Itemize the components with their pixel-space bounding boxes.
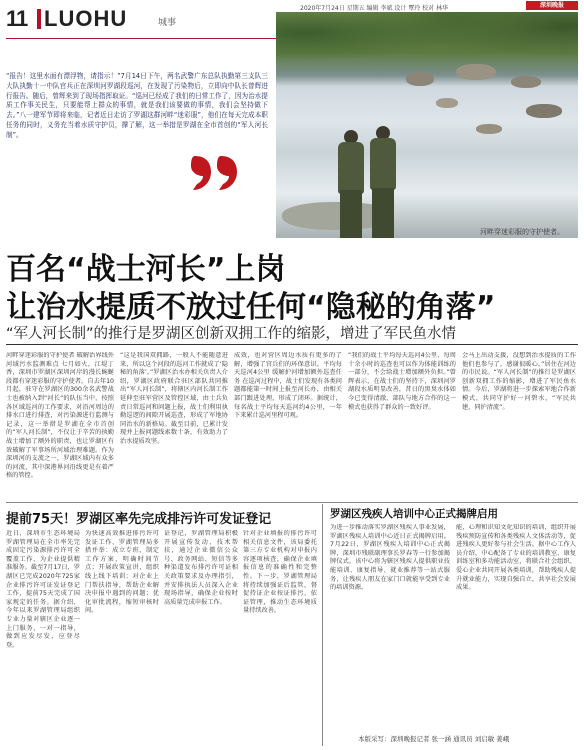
section-divider-bar <box>37 9 41 29</box>
river-rock <box>406 72 434 86</box>
story1-column-1: 河畔穿迷彩服的守护使者 破解治界线外河域污水监测难点 七月如火，江堤丁香，深圳市罗湖区深圳河岸的漫长蜿蜒段都有穿迷彩服的守护使者。自去年10月起，驻守在罗湖区的300余名武警战士也被纳入到“河长”的队伍当中，按照各区域巡河的工作要求，对沿河周边的排水口进行排查，对污染源进行监测与记录，这一举措是罗湖在全市首创的“军人河长制”，不仅让于辛苦的执勤战士增加了额外的职责，也让罗湖区有效破解了军事场所河域治理难题。作为深圳河的支流之一，罗湖区域内有众多的河流，其中深港界河沿线更是有着严格的管控。 <box>6 352 114 480</box>
quote-mark-icon <box>189 152 244 192</box>
story2-column-1: 近日，深圳市生态环境局罗湖管理局在全市率先完成固定污染源排污许可全覆盖工作，为企业提供精准服务。截至7月17日，罗湖区已完成2020年725家企业排污许可证发证登记工作，提前75天完成了国家规定的任务。据介绍，今年以来罗湖管理局组织专业力量对辖区企业逐一上门服务、一对一指导，做到应发尽发、应登尽登。 <box>6 530 80 649</box>
headline-deck: “军人河长制”的推行是罗湖区创新双拥工作的缩影，增进了军民鱼水情 <box>6 326 457 342</box>
main-headline-line1: 百名“战士河长”上岗 <box>6 252 286 287</box>
story-divider <box>6 502 578 503</box>
header-rule <box>6 38 276 39</box>
story1-column-5: 会马上出动支援，没想到治水提质的工作他们也参与了，感谢很暖心。”居住在河边的市民说。“军人河长制”的推行是罗湖区创新双拥工作的缩影，增进了军民鱼水情。今后，罗湖将进一步探索军地合作新模式，共同守护好一河碧水，“军民共建，同护清流”。 <box>462 352 576 411</box>
main-headline-line2: 让治水提质不放过任何“隐秘的角落” <box>6 290 496 325</box>
river-rock <box>511 76 541 88</box>
story2-column-4: 针对企业填报的排污许可相关信息文件，该局委托第三方专业机构对申报内容逐项核查，确保企业填报信息的准确性和完整性。下一步，罗湖管理局将持续加强证后监管，督促持证企业按证排污、依证管理，推动生态环境质量持续改善。 <box>243 530 317 615</box>
newspaper-logo: 深圳晚报 <box>526 1 578 10</box>
page-number: 11 <box>6 6 28 31</box>
river-rock <box>526 104 562 118</box>
section-name: LUOHU <box>44 6 128 31</box>
story1-column-2: “这是我国双拥路，一般人不能随意进来，所以这个河段的巡河工作就成了‘隐秘的角落’。”罗湖区治水办相关负责人介绍，罗湖区政府联合驻区部队共同推出“军人河长制”，将辖区内河长制工作延伸至驻军营区及管控区域，由士兵负责日常巡河和问题上报，战士们利用执勤巡逻的间隙开展巡查，形成了军地协同治水的新格局。截至目前，已累计发现并上报问题线索数十条，有效助力了治水提质攻坚。 <box>120 352 228 445</box>
river-rock <box>476 124 502 134</box>
tree-foliage <box>276 12 578 82</box>
story3-column-1: 为进一步推动落实罗湖区残疾人事业发展，罗湖区残疾人培训中心近日正式揭牌启用。7月22日，罗湖区残疾人培训中心正式揭牌，深圳市残联副理事长罗春等一行参加揭牌仪式。该中心将为辖区残疾人提供职业技能培训、康复指导、就业推荐等一站式服务，让残疾人朋友在家门口就能享受到专业的培训资源。 <box>330 524 450 592</box>
river-rock <box>456 64 496 80</box>
lead-photo <box>276 12 578 238</box>
story2-column-2: 为快速高效推进排污许可发证工作，罗湖管理局多措并举：成立专班，制定工作方案，明确时间节点；开展政策宣讲，组织线上线下培训；对企业上门帮扶指导，帮助企业解决申报中遇到的问题；优化审批流程，缩短审核时间。 <box>85 530 159 615</box>
river-rock <box>436 98 458 108</box>
dateline: 2020年7月24日 星期五 编辑 李斌 设计 覃玲 校对 林华 <box>300 5 449 12</box>
headline-rule <box>6 344 578 345</box>
story1-column-3: 成效，也对营区周边水质有更多的了解，增强了官兵们的环保意识。平均每天巡河4公里 缓解护河增加额外巡查任务 在巡河过程中，战士们发现有各类问题都能第一时间上报至河长办，由相关部门跟进处理，形成了闭环。据统计，每名战士平均每天巡河约4公里，一年下来累计巡河里程可观。 <box>234 352 342 420</box>
column-divider <box>322 504 323 746</box>
story3-credit: 本版采写：深圳晚报记者 张一涵 通讯员 刘启敏 姜峨 <box>358 735 510 743</box>
story1-column-4: “我们的战士平均每天巡河4公里，每周十余小时的巡查也可以作为体能训练的一部分，不会给战士增加额外负担。”曾辉表示，在战士们的坚持下，深圳河罗湖段水质明显改善，昔日的黑臭水体如今已变得清澈，部队与地方合作的这一模式也获得了群众的一致好评。 <box>348 352 456 411</box>
story2-headline: 提前75天！罗湖区率先完成排污许可发证登记 <box>6 512 272 527</box>
story3-column-2: 能，心理和识知文化知识的培训，组织开展残疾预防宣传和各类残疾人文体活动等，促进残疾人更好参与社会生活。据中心工作人员介绍，中心配备了专业的培训教室、康复训练室和多功能活动室，将联合社会组织、爱心企业共同开展各类培训，帮助残疾人提升就业能力，实现自强自立，共享社会发展成果。 <box>456 524 576 592</box>
lead-paragraph: “报告！这里水面有漂浮物，请指示！”7月14日下午，两名武警广东总队执勤第三支队三大队执勤十一中队官兵正在深圳河罗湖段巡河，在发现了污染物后，立即向中队长曾辉进行报告。随后，曾辉来到了现场指挥取证。“巡河已经成了我们的日常工作了，因为治水提质工作事关民生，只要能帮上群众的事情，就是我们该要做的事情，我们会坚持做下去。”八一建军节即将来临，记者近日走访了罗湖这群河畔“迷彩服”，他们在每天完成本职任务的同时，义务充当着水质守护员，撑了解，这一举措是罗湖在全市首创的“军人河长制”。 <box>6 72 268 139</box>
photo-caption: 河畔穿迷彩服的守护使者。 <box>480 228 564 236</box>
section-subtitle: 城事 <box>158 18 177 28</box>
story2-column-3: 证登记，罗湖管理局积极开展宣传发动、技术帮扶，通过企业微信公众号、政务网站、短信等多种渠道发布排污许可证相关政策要求及办理指引，并安排执法人员深入企业现场指导，确保企业按时高质量完成申报工作。 <box>164 530 238 606</box>
story3-headline: 罗湖区残疾人培训中心正式揭牌启用 <box>330 508 498 520</box>
